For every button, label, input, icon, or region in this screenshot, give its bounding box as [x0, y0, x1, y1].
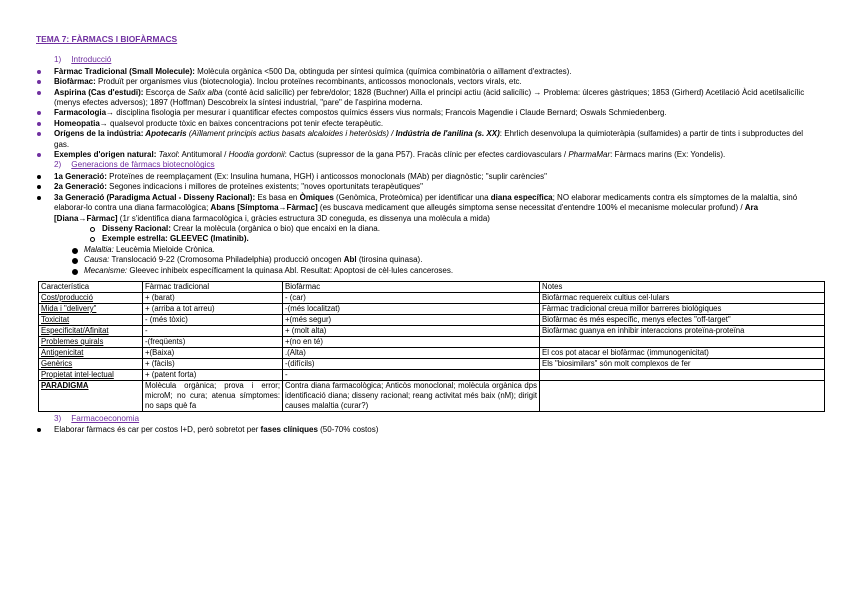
- table-header: Característica: [39, 281, 143, 292]
- list-item: [88, 234, 818, 244]
- item-text: Proteïnes de reemplaçament (Ex: Insulina humana, HGH) i anticossos monoclonals (MAb) per diagnòstic; "suplir carències": [106, 171, 548, 181]
- item-label: Fàrmac Tradicional (Small Molecule):: [54, 66, 195, 76]
- table-row: [39, 358, 825, 369]
- section-number: 2): [54, 160, 62, 170]
- item-label: Disseny Racional:: [102, 223, 171, 233]
- table-cell: [540, 336, 825, 347]
- item-text: (1r s'identifica diana farmacològica i, gràcies estructura 3D coneguda, es dissenya una molècula a mida): [117, 213, 490, 223]
- comparison-table: [38, 281, 825, 412]
- rational-design-list: [88, 224, 818, 245]
- table-row: [39, 325, 825, 336]
- table-cell: Biofàrmac requereix cultius cel·lulars: [540, 292, 825, 303]
- table-cell: Biofàrmac és més específic, menys efectes "off-target": [540, 314, 825, 325]
- item-text: ; NO elaborar medicaments contra els símptomes de la malaltia, sinó elaborar-lo contra una diana farmacològica;: [54, 192, 798, 213]
- table-cell: Biofàrmac guanya en inhibir interaccions proteïna-proteïna: [540, 325, 825, 336]
- item-text: Leucèmia Mieloide Crònica.: [113, 244, 215, 254]
- table-row: [39, 347, 825, 358]
- section-title: Farmacoeconomia: [71, 413, 140, 423]
- table-cell: Problemes quirals: [39, 336, 143, 347]
- table-cell: [540, 380, 825, 411]
- table-cell: - (car): [283, 292, 540, 303]
- item-italic: Apotecaris: [143, 129, 187, 139]
- table-cell: Cost/producció: [39, 292, 143, 303]
- table-cell: -(freqüents): [143, 336, 283, 347]
- table-header: Biofàrmac: [283, 281, 540, 292]
- item-label: Exemples d'origen natural:: [54, 150, 157, 160]
- table-cell: +(no en té): [283, 336, 540, 347]
- item-label: Causa:: [84, 255, 110, 265]
- table-cell: Especificitat/Afinitat: [39, 325, 143, 336]
- item-bold: Abl: [343, 255, 357, 265]
- section-title: Generacions de fàrmacs biotecnològics: [71, 160, 215, 170]
- table-cell: Toxicitat: [39, 314, 143, 325]
- item-italic: Hoodia gordonii: [228, 150, 285, 160]
- intro-list: [36, 67, 818, 161]
- item-text: : Cactus (supressor de la gana P57). Fracàs clínic per efectes cardiovasculars /: [284, 150, 569, 160]
- list-item: [88, 224, 818, 234]
- list-item: [70, 266, 818, 276]
- table-cell: Genèrics: [39, 358, 143, 369]
- item-text: Es basa en: [255, 192, 300, 202]
- item-text: Escorça de: [143, 87, 188, 97]
- item-text: : Ehrlich desenvolupa la quimioteràpia (sulfamides) a partir de tints i subproductes del gas.: [54, 129, 804, 149]
- table-cell: Molècula orgànica; prova i error; microM; no cura; atenua símptomes: no saps què fa: [143, 380, 283, 411]
- item-text: Produït per organismes vius (biotecnologia). Inclou proteïnes recombinants, anticossos monoclonals, vectors virals, etc.: [95, 77, 522, 87]
- item-text: Molècula orgànica <500 Da, obtinguda per síntesi química (química combinatòria o aïllament d'extractes).: [194, 66, 572, 76]
- table-cell: + (barat): [143, 292, 283, 303]
- list-item: [36, 193, 818, 224]
- item-text: (50-70% costos): [317, 425, 379, 435]
- list-item: [36, 172, 818, 182]
- item-text: Segones indicacions i millores de proteïnes existents; "noves oportunitats terapèutiques": [106, 182, 424, 192]
- item-text: (es buscava medicament que alleugés simptoma sense necessitat d'entendre 100% el mecanisme molecular profund) /: [317, 203, 745, 213]
- table-header: Fàrmac tradicional: [143, 281, 283, 292]
- table-cell: + (molt alta): [283, 325, 540, 336]
- table-row: [39, 336, 825, 347]
- table-cell: +(Baixa): [143, 347, 283, 358]
- list-item: [70, 245, 818, 255]
- section-heading-econ: [54, 414, 818, 424]
- table-cell: Propietat intel·lectual: [39, 369, 143, 380]
- item-text: Translocació 9-22 (Cromosoma Philadelphia) producció oncogen: [109, 255, 344, 265]
- table-cell: -(difícils): [283, 358, 540, 369]
- item-bold: Abans [Símptoma→Fàrmac]: [210, 203, 318, 213]
- table-cell: + (fàcils): [143, 358, 283, 369]
- item-text: qualsevol producte tòxic en baixes concentracions pot tenir efecte terapèutic.: [107, 118, 384, 128]
- table-cell: + (arriba a tot arreu): [143, 303, 283, 314]
- table-row: [39, 292, 825, 303]
- item-bold: Ara [Diana→Fàrmac]: [54, 203, 759, 223]
- list-item: [36, 129, 818, 150]
- gleevec-list: [70, 245, 818, 276]
- item-label: Orígens de la indústria:: [54, 129, 144, 139]
- table-cell: -: [283, 369, 540, 380]
- item-text: : Fàrmacs marins (Ex: Yondelis).: [610, 150, 726, 160]
- list-item: [36, 67, 818, 77]
- table-cell: -(més localitzat): [283, 303, 540, 314]
- table-header-row: [39, 281, 825, 292]
- table-cell: Fàrmac tradicional creua millor barreres biològiques: [540, 303, 825, 314]
- item-text: Gleevec inhibeix específicament la quinasa Abl. Resultat: Apoptosi de cèl·lules canceroses.: [127, 265, 454, 275]
- table-cell: PARADIGMA: [39, 380, 143, 411]
- item-label: 1a Generació:: [54, 171, 107, 181]
- table-cell: .(Alta): [283, 347, 540, 358]
- table-row: [39, 303, 825, 314]
- list-item: [36, 150, 818, 160]
- table-row: [39, 369, 825, 380]
- list-item: [36, 425, 818, 435]
- econ-list: [36, 425, 818, 435]
- section-heading-generations: [54, 160, 818, 170]
- item-label: Homeopatia→: [54, 118, 108, 128]
- list-item: [36, 88, 818, 109]
- item-text: (tirosina quinasa).: [356, 255, 423, 265]
- table-header: Notes: [540, 281, 825, 292]
- list-item: [36, 182, 818, 192]
- item-text: (conté àcid salicílic) per febre/dolor; 1828 (Buchner) Aïlla el principi actiu (àcid salicílic) → Problema: úlceres gàstriques; 1853 (Girherd) Acetilació Àcid acetilsalicílic (menys efectes adversos); 1897 (Hoffman) Descobreix la síntesi industrial, "pare" de l'aspirina moderna.: [54, 87, 805, 108]
- table-cell: -: [143, 325, 283, 336]
- item-label: Mecanisme:: [84, 265, 128, 275]
- item-italic: Salix alba: [187, 87, 223, 97]
- item-italic: PharmaMar: [568, 150, 611, 160]
- item-text: Crear la molècula (orgànica o bio) que encaixi en la diana.: [170, 223, 380, 233]
- table-row: [39, 314, 825, 325]
- item-italic: Taxol: [156, 150, 178, 160]
- list-item: [36, 108, 818, 118]
- section-heading-intro: [54, 55, 818, 65]
- table-cell: Els "biosimilars" són molt complexos de fer: [540, 358, 825, 369]
- item-label: 3a Generació (Paradigma Actual - Disseny Racional):: [54, 192, 256, 202]
- table-cell: [540, 369, 825, 380]
- item-bold: diana específica: [490, 192, 553, 202]
- item-italic: Indústria de l'anilina (s. XX): [395, 129, 500, 139]
- item-label: Malaltia:: [84, 244, 114, 254]
- list-item: [36, 119, 818, 129]
- table-row: [39, 380, 825, 411]
- section-title: Introducció: [71, 55, 112, 65]
- table-cell: Mida i "delivery": [39, 303, 143, 314]
- table-cell: - (més tòxic): [143, 314, 283, 325]
- item-text: disciplina fisologia per mesurar i quantificar efectes compostos químics éssers vius normals; Francois Magendie i Claude Bernard; Oswals Schmiedenberg.: [114, 108, 667, 118]
- table-cell: + (patent forta): [143, 369, 283, 380]
- item-text: Elaborar fàrmacs és car per costos I+D, però sobretot per: [54, 425, 261, 435]
- list-item: [70, 255, 818, 265]
- list-item: [36, 77, 818, 87]
- item-text: (Aïllament principis actius basats alcaloides i heteròsids) /: [186, 129, 396, 139]
- item-label: Aspirina (Cas d'estudi):: [54, 87, 144, 97]
- item-text: : Antitumoral /: [177, 150, 229, 160]
- item-label: 2a Generació:: [54, 182, 107, 192]
- page-title: TEMA 7: FÀRMACS I BIOFÀRMACS: [36, 34, 178, 44]
- item-text: (Genòmica, Proteòmica) per identificar una: [333, 192, 491, 202]
- item-label: Exemple estrella: GLEEVEC (Imatinib).: [102, 234, 249, 244]
- section-number: 1): [54, 55, 62, 65]
- item-bold: fases clíniques: [260, 425, 318, 435]
- table-cell: Antigenicitat: [39, 347, 143, 358]
- item-bold: Òmiques: [299, 192, 334, 202]
- item-label: Farmacologia→: [54, 108, 115, 118]
- generations-list: [36, 172, 818, 224]
- table-cell: Contra diana farmacològica; Anticòs monoclonal; molècula orgànica dps identificació diana; disseny racional; reang activitat més baix (nM); dirigit causes malaltia (curar?): [283, 380, 540, 411]
- table-cell: El cos pot atacar el biofàrmac (immunogenicitat): [540, 347, 825, 358]
- section-number: 3): [54, 413, 62, 423]
- table-cell: +(més segur): [283, 314, 540, 325]
- item-label: Biofàrmac:: [54, 77, 96, 87]
